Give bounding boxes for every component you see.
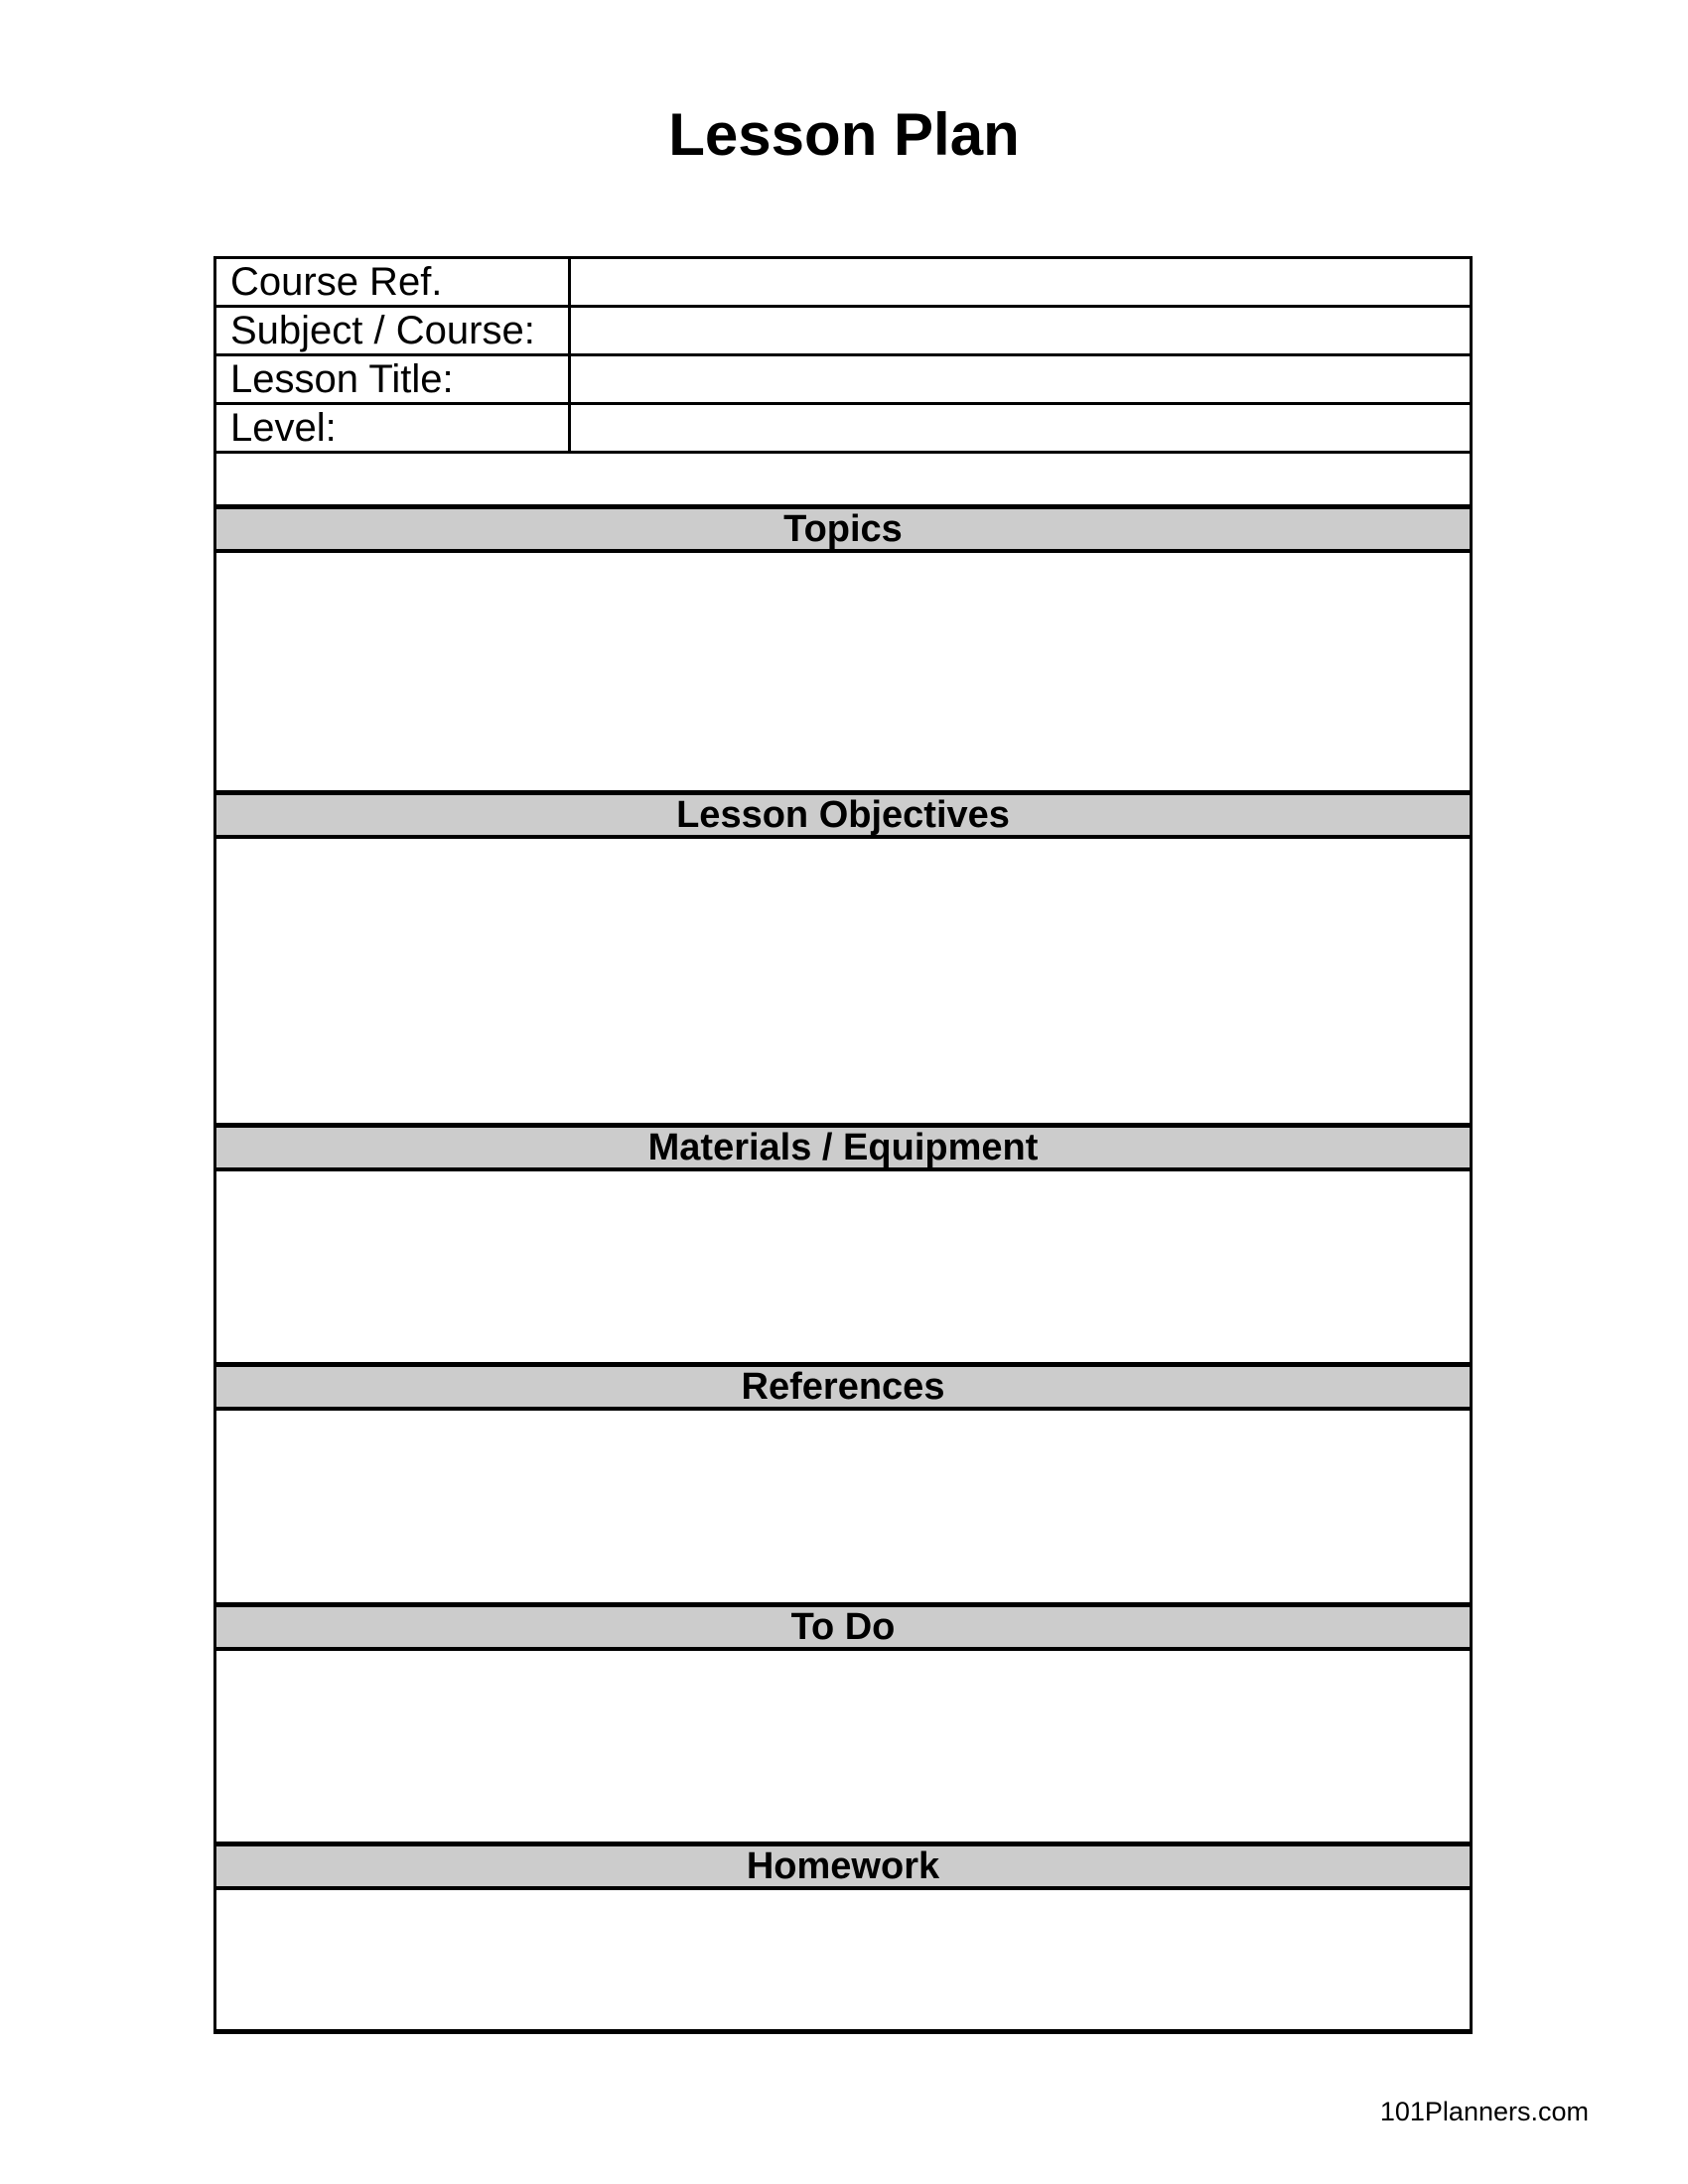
lesson-title-label: Lesson Title: (216, 356, 571, 402)
level-value (571, 405, 1470, 451)
section-header-materials-equipment: Materials / Equipment (216, 1123, 1470, 1171)
page-title: Lesson Plan (668, 101, 1020, 168)
section-content-lesson-objectives (216, 839, 1470, 1123)
lesson-title-value (571, 356, 1470, 402)
info-row-level (216, 405, 1470, 454)
section-header-to-do: To Do (216, 1602, 1470, 1651)
section-content-topics (216, 553, 1470, 790)
level-label: Level: (216, 405, 571, 451)
lesson-plan-form (213, 256, 1473, 2034)
subject-course-value (571, 308, 1470, 353)
course-ref-label: Course Ref. (216, 259, 571, 305)
info-row-lesson-title (216, 356, 1470, 405)
course-ref-value (571, 259, 1470, 305)
spacer-row (216, 454, 1470, 504)
section-content-materials-equipment (216, 1171, 1470, 1362)
subject-course-label: Subject / Course: (216, 308, 571, 353)
section-content-references (216, 1411, 1470, 1602)
info-row-course-ref (216, 259, 1470, 308)
section-content-to-do (216, 1651, 1470, 1842)
footer-brand: 101Planners.com (1379, 2097, 1589, 2126)
section-content-homework (216, 1890, 1470, 2029)
section-header-references: References (216, 1362, 1470, 1411)
section-header-topics: Topics (216, 504, 1470, 553)
section-header-homework: Homework (216, 1842, 1470, 1890)
info-row-subject-course (216, 308, 1470, 356)
section-header-lesson-objectives: Lesson Objectives (216, 790, 1470, 839)
